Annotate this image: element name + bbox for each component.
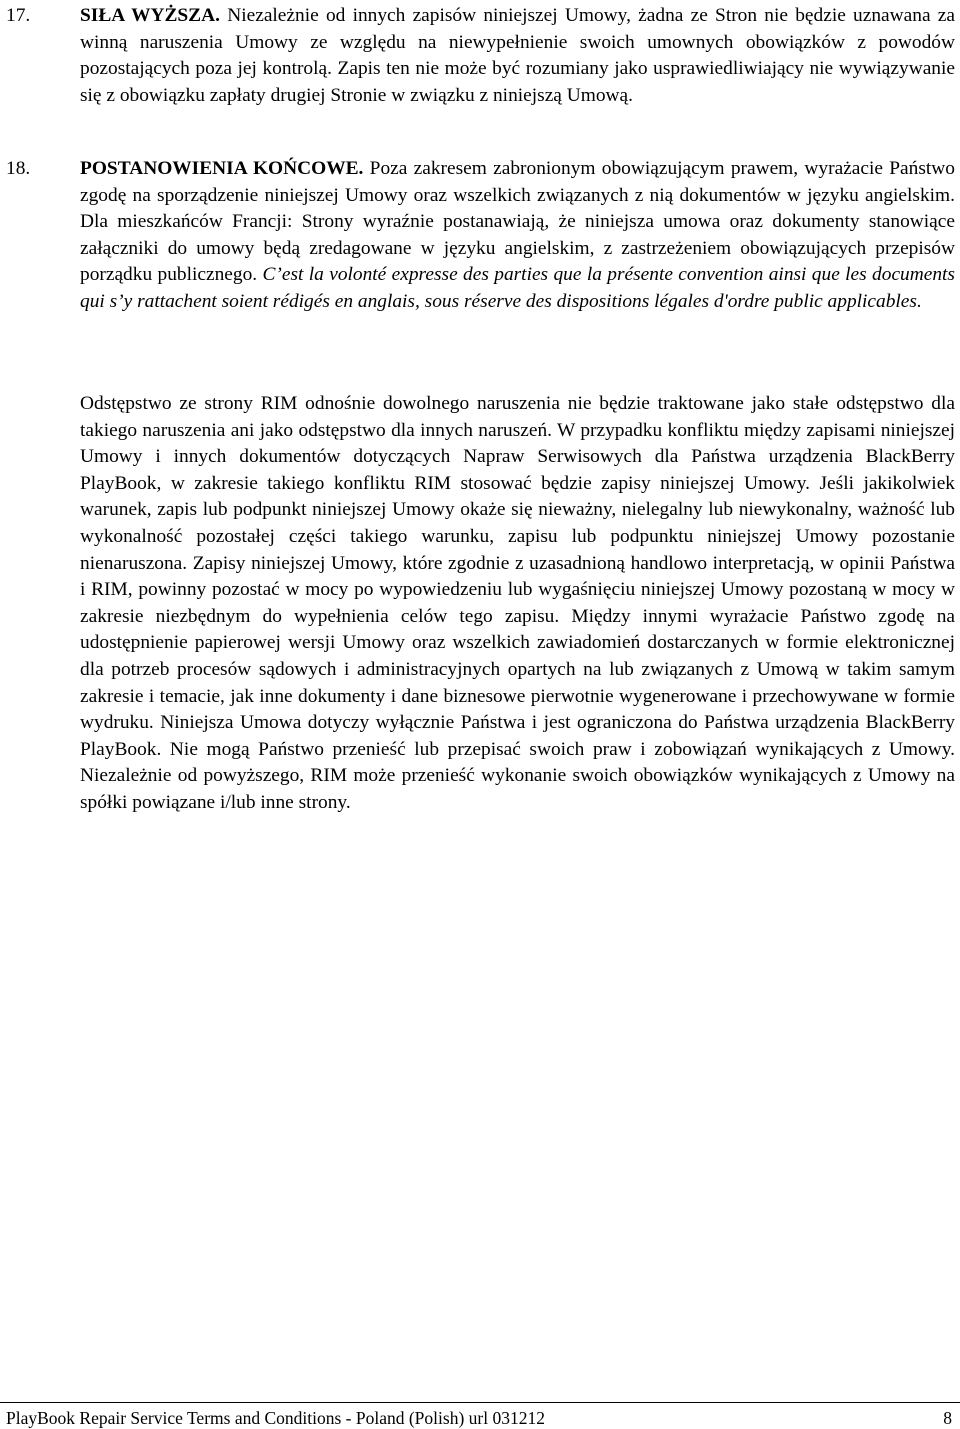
section-17-text: Niezależnie od innych zapisów niniejszej Umowy, żadna ze Stron nie będzie uznawana za winną naruszenia Umowy ze względu na niewypełnienie swoich umownych obowiązków z powodów pozostających poza jej kontrolą. Zapis ten nie może być rozumiany jako usprawiedliwiający nie wywiązywanie się z obowiązku zapłaty drugiej Stronie w związku z niniejszą Umową. bbox=[80, 5, 956, 106]
section-18-number: 18. bbox=[6, 158, 31, 179]
section-17-number: 17. bbox=[6, 5, 31, 26]
section-18-continuation-paragraph: Odstępstwo ze strony RIM odnośnie dowolnego naruszenia nie będzie traktowane jako stałe odstępstwo dla takiego naruszenia ani jako odstępstwo dla innych naruszeń. W przypadku konfliktu między zapisami niniejszej Umowy i innych dokumentów dotyczących Napraw Serwisowych dla Państwa urządzenia BlackBerry PlayBook, w zakresie takiego konfliktu RIM stosować będzie zapisy niniejszej Umowy. Jeśli jakikolwiek warunek, zapis lub podpunkt niniejszej Umowy okaże się nieważny, nielegalny lub niewykonalny, ważność lub wykonalność pozostałej części takiego warunku, zapisu lub podpunktu niniejszej Umowy pozostanie nienaruszona. Zapisy niniejszej Umowy, które zgodnie z uzasadnioną handlowo interpretacją, w opinii Państwa i RIM, powinny pozostać w mocy po wypowiedzeniu lub wygaśnięciu niniejszej Umowy pozostaną w mocy w zakresie niezbędnym do wypełnienia celów tego zapisu. Między innymi wyrażacie Państwo zgodę na udostępnienie papierowej wersji Umowy oraz wszelkich zawiadomień dostarczanych w formie elektronicznej dla potrzeb procesów sądowych i administracyjnych opartych na lub związanych z Umową w takim samym zakresie i temacie, jak inne dokumenty i dane biznesowe pierwotnie wygenerowane i przechowywane w formie wydruku. Niniejsza Umowa dotyczy wyłącznie Państwa i jest ograniczona do Państwa urządzenia BlackBerry PlayBook. Nie mogą Państwo przenieść lub przepisać swoich praw i zobowiązań wynikających z Umowy. Niezależnie od powyższego, RIM może przenieść wykonanie swoich obowiązków wynikających z Umowy na spółki powiązane i/lub inne strony. bbox=[80, 393, 955, 813]
footer-document-title: PlayBook Repair Service Terms and Conditions - Poland (Polish) url 031212 bbox=[6, 1408, 545, 1428]
section-18-heading: POSTANOWIENIA KOŃCOWE. bbox=[80, 158, 364, 179]
page-footer bbox=[0, 1402, 960, 1428]
footer-page-number: 8 bbox=[943, 1408, 952, 1428]
section-18-text: Poza zakresem zabronionym obowiązującym prawem, wyrażacie Państwo zgodę na sporządzenie niniejszej Umowy oraz wszelkich związanych z nią dokumentów w języku angielskim. Dla mieszkańców Francji: Strony wyraźnie postanawiają, że niniejsza umowa oraz dokumenty stanowiące załączniki do umowy będą zredagowane w języku angielskim, z zastrzeżeniem obowiązujących przepisów porządku publicznego. bbox=[80, 158, 955, 286]
section-17 bbox=[0, 3, 955, 109]
section-18 bbox=[0, 156, 955, 316]
section-18-french-text: C’est la volonté expresse des parties que la présente convention ainsi que les documents qui s’y rattachent soient rédigés en anglais, sous réserve des dispositions légales d'ordre public applicables. bbox=[80, 264, 955, 312]
section-17-body bbox=[80, 3, 955, 109]
section-17-heading: SIŁA WYŻSZA. bbox=[80, 5, 220, 26]
section-18-body bbox=[80, 156, 955, 316]
